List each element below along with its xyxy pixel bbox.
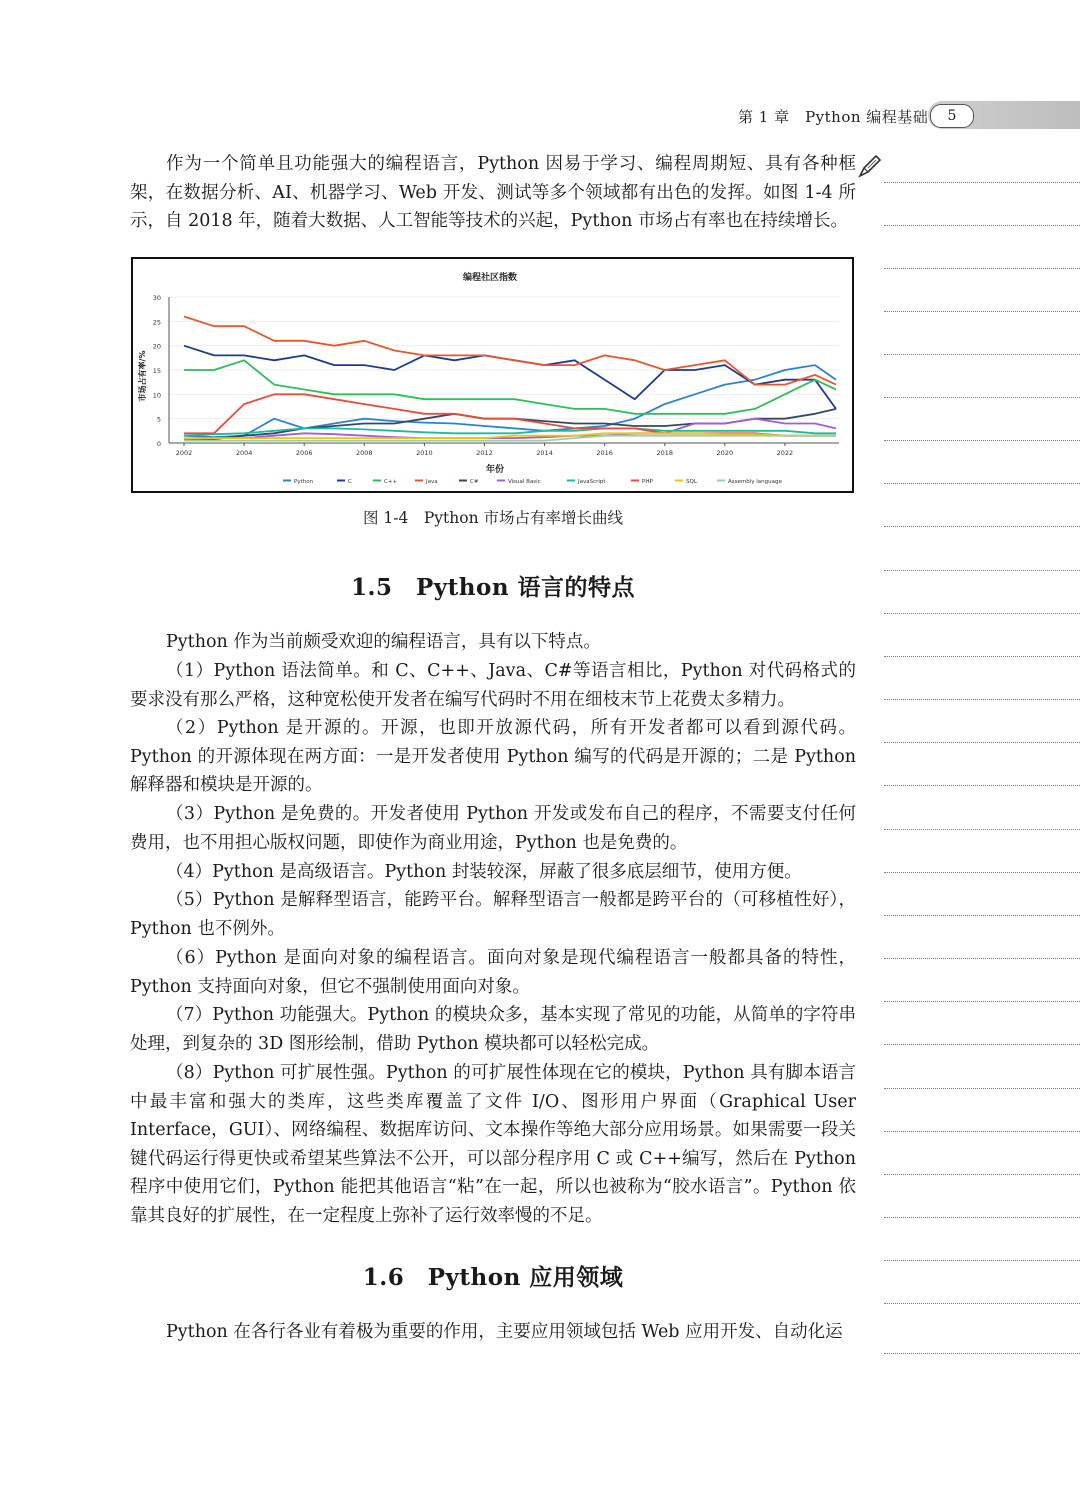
legend-label: C# [470,479,479,485]
figure-frame [131,257,854,493]
x-tick-label: 2004 [235,449,253,457]
feature-item: （7）Python 功能强大。Python 的模块众多，基本实现了常见的功能，从简单的字符串处理，到复杂的 3D 图形绘制，借助 Python 模块都可以轻松完成。 [130,1005,856,1054]
legend-label: Python [294,479,314,485]
feature-item: （4）Python 是高级语言。Python 封装较深，屏蔽了很多底层细节，使用方便。 [166,862,802,882]
y-tick-label: 30 [152,294,161,302]
y-tick-label: 15 [152,367,161,375]
legend-label: JavaScript [578,479,606,485]
legend-label: Assembly language [728,479,782,485]
x-tick-label: 2008 [356,449,373,457]
y-tick-label: 25 [152,318,161,327]
section-1-6-title: 1.6 Python 应用领域 [362,1264,624,1291]
x-tick-label: 2010 [416,449,433,457]
feature-item: （5）Python 是解释型语言，能跨平台。解释型语言一般都是跨平台的（可移植性好），Python 也不例外。 [130,890,856,939]
figure-caption: 图 1-4 Python 市场占有率增长曲线 [362,509,624,527]
legend-label: Visual Basic [508,479,541,485]
legend-label: C++ [384,479,398,485]
series-line-python [184,365,836,437]
x-tick-label: 2020 [716,449,734,457]
page-number: 5 [930,104,974,128]
x-tick-label: 2018 [656,449,674,457]
chart-x-label: 年份 [485,465,505,475]
chart-y-label: 市场占有率/% [138,350,147,402]
x-tick-label: 2012 [476,449,493,457]
chart-title: 编程社区指数 [462,273,518,283]
legend-label: PHP [642,479,653,485]
y-tick-label: 0 [156,440,161,448]
running-header: 第 1 章 Python 编程基础 [738,108,929,126]
market-share-chart [133,259,852,491]
y-tick-label: 20 [152,342,161,351]
y-tick-label: 5 [156,415,161,424]
series-line-c- [184,360,836,414]
feature-item: （6）Python 是面向对象的编程语言。面向对象是现代编程语言一般都具备的特性，Python 支持面向对象，但它不强制使用面向对象。 [130,948,856,997]
legend-label: SQL [686,479,697,485]
x-tick-label: 2002 [175,449,193,457]
x-tick-label: 2022 [776,449,794,457]
section-1-6-intro: Python 在各行各业有着极为重要的作用，主要应用领域包括 Web 应用开发、自动化运 [166,1322,843,1342]
feature-item: （2）Python 是开源的。开源，也即开放源代码，所有开发者都可以看到源代码。Python 的开源体现在两方面：一是开发者使用 Python 编写的代码是开源的；二是 Python 解释器和模块是开源的。 [130,718,856,796]
x-tick-label: 2006 [295,449,313,457]
y-tick-label: 10 [152,391,161,400]
intro-paragraph: 作为一个简单且功能强大的编程语言，Python 因易于学习、编程周期短、具有各种框架，在数据分析、AI、机器学习、Web 开发、测试等多个领域都有出色的发挥。如图 1-4 所示，自 2018 年，随着大数据、人工智能等技术的兴起，Python 市场占有率也在持续增长。 [130,154,856,232]
legend-label: Java [426,479,438,485]
section-1-5-title: 1.5 Python 语言的特点 [350,574,636,601]
feature-item: （8）Python 可扩展性强。Python 的可扩展性体现在它的模块，Python 具有脚本语言中最丰富和强大的类库，这些类库覆盖了文件 I/O、图形用户界面（Graphical User Interface，GUI）、网络编程、数据库访问、文本操作等绝大部分应用场景。如果需要一段关键代码运行得更快或希望某些算法不公开，可以部分程序用 C 或 C++编写，然后在 Python 程序中使用它们，Python 能把其他语言“粘”在一起，所以也被称为“胶水语言”。Python 依靠其良好的扩展性，在一定程度上弥补了运行效率慢的不足。 [130,1063,856,1226]
feature-item: （3）Python 是免费的。开发者使用 Python 开发或发布自己的程序，不需要支付任何费用，也不用担心版权问题，即使作为商业用途，Python 也是免费的。 [130,804,856,853]
pen-icon [856,152,884,180]
x-tick-label: 2016 [596,449,613,457]
feature-item: （1）Python 语法简单。和 C、C++、Java、C#等语言相比，Python 对代码格式的要求没有那么严格，这种宽松使开发者在编写代码时不用在细枝末节上花费太多精力。 [130,661,856,710]
x-tick-label: 2014 [536,449,553,457]
section-1-5-intro: Python 作为当前颇受欢迎的编程语言，具有以下特点。 [166,632,601,652]
legend-label: C [348,479,352,485]
